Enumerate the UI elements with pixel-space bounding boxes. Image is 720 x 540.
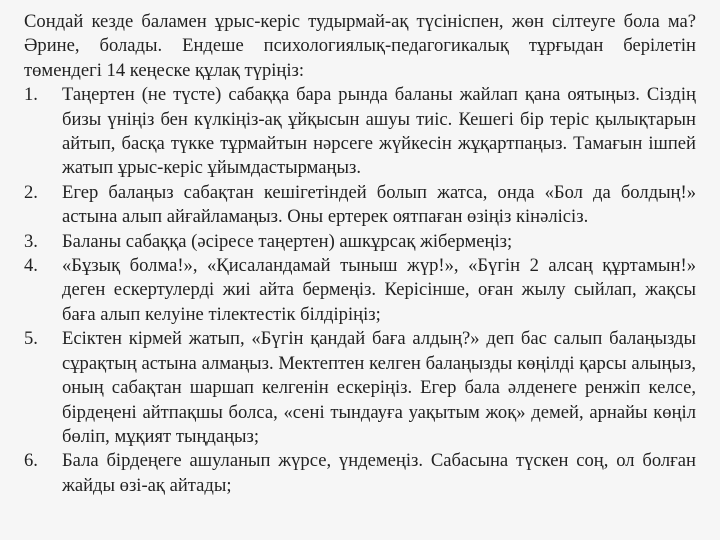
- list-item-number: 6.: [24, 450, 38, 472]
- list-item: [24, 254, 696, 327]
- list-item: [24, 449, 696, 498]
- list-item: [24, 230, 696, 254]
- list-item: [24, 83, 696, 181]
- list-item-number: 1.: [24, 84, 38, 106]
- list-item-text: «Бұзық болма!», «Қисаландамай тыныш жүр!», «Бүгін 2 алсаң құртамын!» деген ескертулерді жиі айта бермеңіз. Керісінше, оған жылу сыйлап, жақсы баға алып келуіне тілектестік білдіріңіз;: [62, 255, 696, 325]
- list-item-text: Бала бірдеңеге ашуланып жүрсе, үндемеңіз. Сабасына түскен соң, ол болған жайды өзі-ақ айтады;: [62, 450, 696, 496]
- list-item-text: Егер балаңыз сабақтан кешігетіндей болып жатса, онда «Бол да болдың!» астына алып айғайламаңыз. Оны ертерек оятпаған өзіңіз кінәлісіз.: [62, 181, 696, 228]
- list-item-number: 2.: [24, 181, 38, 203]
- list-item-number: 5.: [24, 328, 38, 350]
- list-item-text: Таңертен (не түсте) сабаққа бара рында баланы жайлап қана оятыңыз. Сіздің бизы үніңіз бен күлкіңіз-ақ ұйқысын ашуы тиіс. Кешегі бір теріс қылықтарын айтып, басқа түкке тұрмайтын нәрсеге жүйкесін жұқартпаңыз. Тамағын ішпей жатып ұрыс-керіс ұйымдастырмаңыз.: [62, 84, 696, 179]
- document-page: [24, 10, 696, 498]
- tips-list: [24, 83, 696, 498]
- list-item: [24, 327, 696, 449]
- list-item-text: Баланы сабаққа (әсіресе таңертен) ашкұрсақ жібермеңіз;: [62, 230, 513, 252]
- list-item-number: 3.: [24, 230, 38, 252]
- intro-paragraph: Сондай кезде баламен ұрыс-керіс тудырмай-ақ түсініспен, жөн сілтеуге бола ма? Әрине, болады. Ендеше психологиялық-педагогикалық тұрғыдан берілетін төмендегі 14 кеңеске құлақ түріңіз:: [24, 11, 696, 81]
- list-item: [24, 181, 696, 230]
- list-item-number: 4.: [24, 255, 38, 277]
- list-item-text: Есіктен кірмей жатып, «Бүгін қандай баға алдың?» деп бас салып балаңызды сұрақтың астына алмаңыз. Мектептен келген балаңызды көңілді қарсы алыңыз, оның сабақтан шаршап келгенін ескеріңіз. Егер бала әлденеге ренжіп келсе, бірдеңені айтпақшы болса, «сені тындауға уақытым жоқ» демей, арнайы көңіл бөліп, мұқият тыңдаңыз;: [62, 328, 696, 447]
